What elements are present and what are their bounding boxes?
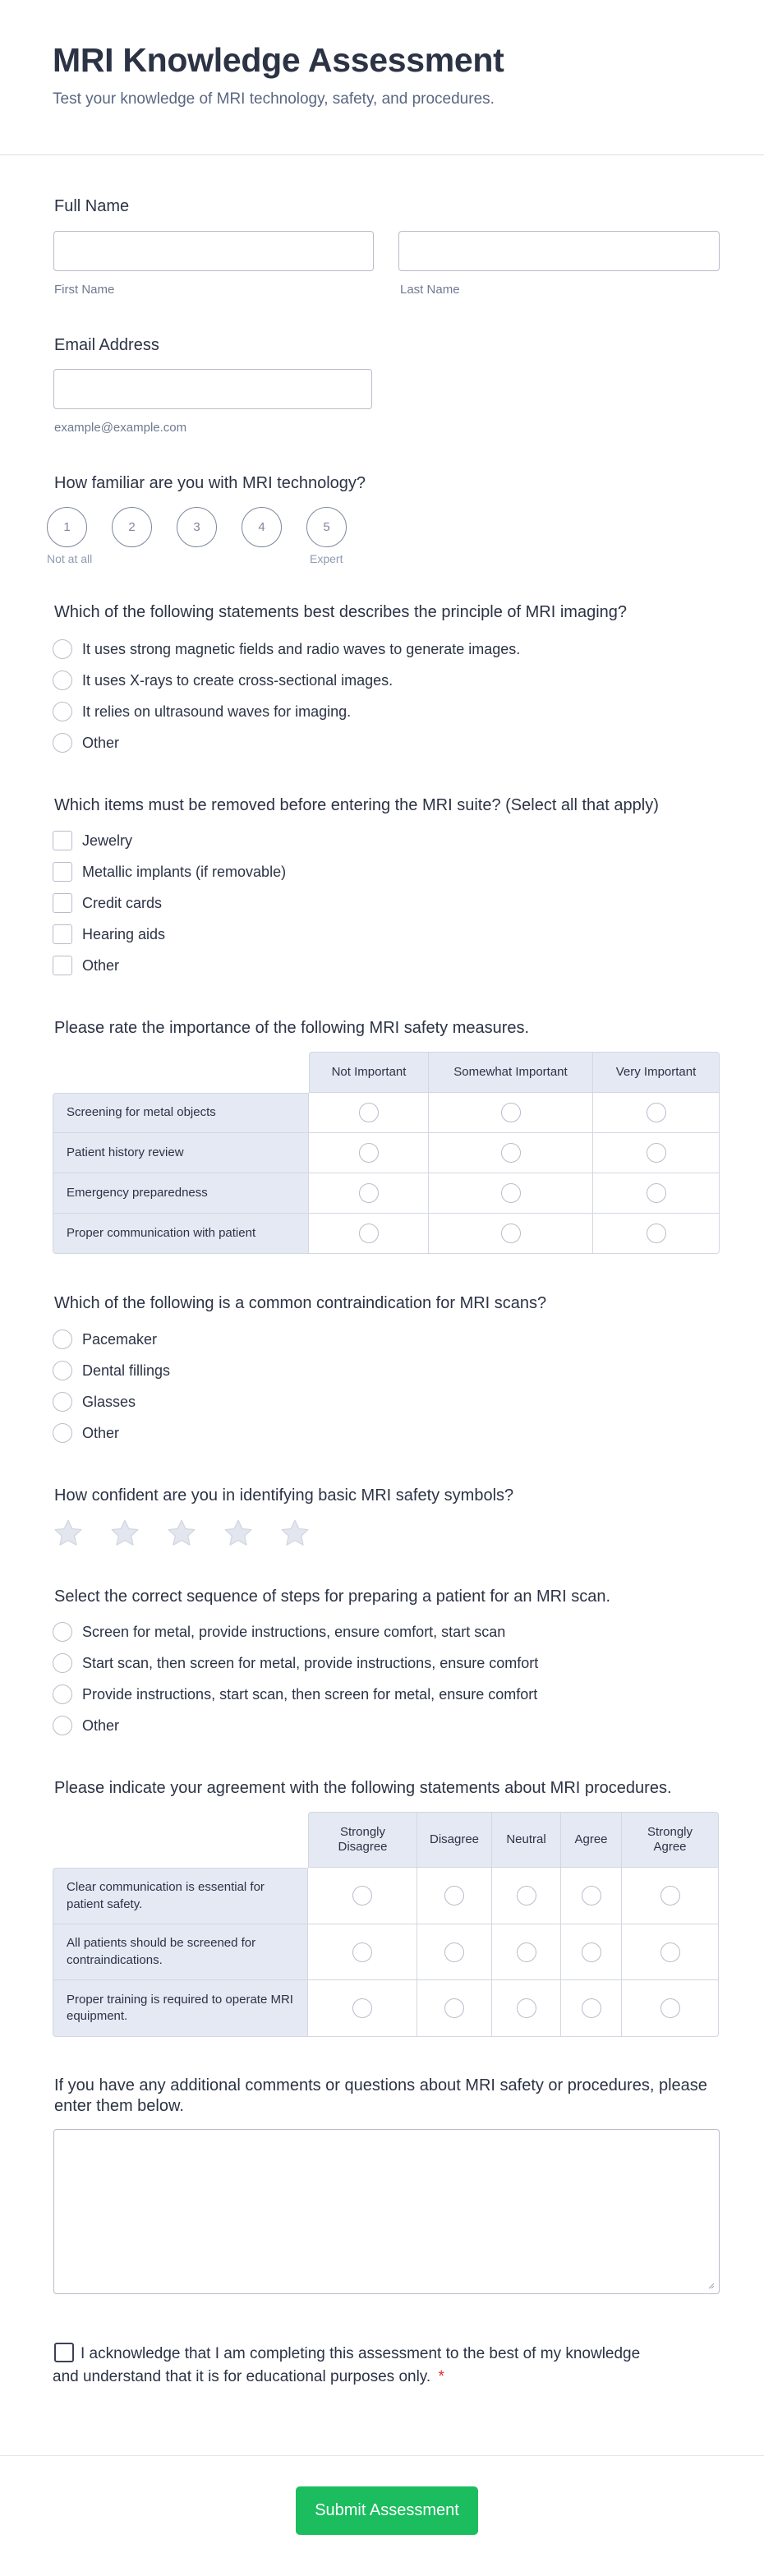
- matrix-column-header: Strongly Disagree: [308, 1812, 417, 1868]
- radio-button[interactable]: [359, 1223, 379, 1243]
- matrix-column-header: Somewhat Important: [429, 1052, 593, 1093]
- radio-button[interactable]: [53, 1423, 72, 1443]
- matrix-row-label: Patient history review: [53, 1133, 309, 1173]
- safety-matrix-question: Please rate the importance of the following MRI safety measures.: [54, 1019, 530, 1037]
- option-label: Other: [82, 1424, 120, 1441]
- scale-min-label: Not at all: [47, 552, 93, 565]
- option-label: Pacemaker: [82, 1330, 158, 1348]
- radio-button[interactable]: [517, 1942, 536, 1962]
- radio-button[interactable]: [660, 1942, 680, 1962]
- radio-button[interactable]: [582, 1886, 601, 1906]
- sequence-option[interactable]: [53, 1683, 537, 1706]
- matrix-row-label: Proper communication with patient: [53, 1214, 309, 1254]
- radio-button[interactable]: [53, 1622, 72, 1642]
- matrix-column-header: Neutral: [492, 1812, 561, 1868]
- star-icon[interactable]: [165, 1517, 198, 1550]
- option-label: Jewelry: [82, 832, 133, 849]
- matrix-cell[interactable]: [429, 1214, 593, 1254]
- required-asterisk: *: [438, 2368, 444, 2385]
- scale-option-5[interactable]: 5: [306, 507, 347, 547]
- principle-option[interactable]: [53, 638, 520, 661]
- matrix-row-label: Emergency preparedness: [53, 1173, 309, 1214]
- scale-option-2[interactable]: 2: [112, 507, 152, 547]
- option-label: Credit cards: [82, 894, 163, 911]
- radio-button[interactable]: [352, 1886, 372, 1906]
- confidence-question: How confident are you in identifying basic MRI safety symbols?: [54, 1486, 514, 1505]
- star-icon[interactable]: [108, 1517, 141, 1550]
- principle-option[interactable]: [53, 669, 393, 692]
- radio-button[interactable]: [53, 733, 72, 753]
- option-label: Other: [82, 1717, 120, 1734]
- radio-button[interactable]: [53, 670, 72, 690]
- matrix-cell[interactable]: [492, 1868, 561, 1924]
- radio-button[interactable]: [660, 1998, 680, 2018]
- sequence-option[interactable]: [53, 1652, 538, 1675]
- removal-option[interactable]: [53, 829, 132, 852]
- option-label: It relies on ultrasound waves for imaging.: [82, 703, 352, 720]
- star-icon[interactable]: [278, 1517, 311, 1550]
- matrix-cell[interactable]: [492, 1980, 561, 2037]
- matrix-cell[interactable]: [561, 1980, 622, 2037]
- radio-button[interactable]: [660, 1886, 680, 1906]
- matrix-row-label: Proper training is required to operate MRI equipment.: [53, 1980, 308, 2037]
- option-label: It uses strong magnetic fields and radio waves to generate images.: [82, 640, 521, 657]
- radio-button[interactable]: [647, 1223, 666, 1243]
- matrix-column-header: Very Important: [593, 1052, 720, 1093]
- contraindication-option[interactable]: [53, 1422, 119, 1445]
- option-label: Other: [82, 734, 120, 751]
- scale-option-3[interactable]: 3: [177, 507, 217, 547]
- radio-button[interactable]: [501, 1143, 521, 1163]
- matrix-cell[interactable]: [561, 1868, 622, 1924]
- matrix-row-label: Screening for metal objects: [53, 1093, 309, 1133]
- removal-question: Which items must be removed before entering the MRI suite? (Select all that apply): [54, 796, 659, 814]
- matrix-cell[interactable]: [417, 1924, 492, 1980]
- radio-button[interactable]: [53, 1392, 72, 1412]
- radio-button[interactable]: [359, 1183, 379, 1203]
- principle-question: Which of the following statements best describes the principle of MRI imaging?: [54, 603, 628, 621]
- star-icon[interactable]: [52, 1517, 85, 1550]
- matrix-cell[interactable]: [309, 1214, 429, 1254]
- radio-button[interactable]: [53, 1361, 72, 1380]
- matrix-cell[interactable]: [309, 1133, 429, 1173]
- submit-button[interactable]: Submit Assessment: [296, 2486, 478, 2535]
- radio-button[interactable]: [444, 1886, 464, 1906]
- radio-button[interactable]: [647, 1183, 666, 1203]
- matrix-row-label: Clear communication is essential for patient safety.: [53, 1868, 308, 1924]
- contraindication-question: Which of the following is a common contraindication for MRI scans?: [54, 1294, 547, 1312]
- sequence-option[interactable]: [53, 1620, 505, 1643]
- full-name-label: Full Name: [54, 197, 130, 215]
- radio-button[interactable]: [359, 1143, 379, 1163]
- scale-max-label: Expert: [310, 552, 343, 565]
- matrix-cell[interactable]: [593, 1133, 720, 1173]
- comments-question: If you have any additional comments or questions about MRI safety or procedures, please enter them below.: [54, 2076, 707, 2115]
- matrix-cell[interactable]: [417, 1980, 492, 2037]
- scale-option-1[interactable]: 1: [47, 507, 87, 547]
- matrix-cell[interactable]: [593, 1093, 720, 1133]
- removal-option[interactable]: [53, 892, 162, 915]
- matrix-cell[interactable]: [429, 1173, 593, 1214]
- radio-button[interactable]: [359, 1103, 379, 1122]
- comments-textarea[interactable]: [53, 2129, 720, 2294]
- radio-button[interactable]: [582, 1942, 601, 1962]
- option-label: Screen for metal, provide instructions, ensure comfort, start scan: [82, 1623, 506, 1640]
- radio-button[interactable]: [501, 1223, 521, 1243]
- option-label: Start scan, then screen for metal, provide instructions, ensure comfort: [82, 1654, 539, 1671]
- radio-button[interactable]: [647, 1143, 666, 1163]
- matrix-cell[interactable]: [492, 1924, 561, 1980]
- matrix-cell[interactable]: [593, 1173, 720, 1214]
- radio-button[interactable]: [53, 702, 72, 721]
- option-label: Metallic implants (if removable): [82, 863, 287, 880]
- matrix-cell[interactable]: [561, 1924, 622, 1980]
- principle-option[interactable]: [53, 731, 119, 754]
- matrix-cell[interactable]: [622, 1924, 719, 1980]
- resize-grip-icon[interactable]: [706, 2281, 715, 2289]
- matrix-column-header: Not Important: [309, 1052, 429, 1093]
- option-label: Provide instructions, start scan, then screen for metal, ensure comfort: [82, 1685, 538, 1703]
- header-divider: [0, 154, 764, 155]
- acknowledgement-text: I acknowledge that I am completing this assessment to the best of my knowledge and understand that it is for educational purposes only.: [53, 2345, 641, 2385]
- radio-button[interactable]: [444, 1942, 464, 1962]
- star-rating: [52, 1517, 311, 1550]
- matrix-cell[interactable]: [622, 1980, 719, 2037]
- last-name-sublabel: Last Name: [400, 283, 460, 297]
- first-name-sublabel: First Name: [54, 283, 115, 297]
- matrix-cell[interactable]: [429, 1093, 593, 1133]
- matrix-cell[interactable]: [309, 1173, 429, 1214]
- checkbox[interactable]: [53, 862, 72, 882]
- star-icon[interactable]: [222, 1517, 255, 1550]
- checkbox[interactable]: [53, 924, 72, 944]
- checkbox[interactable]: [53, 831, 72, 850]
- contraindication-option[interactable]: [53, 1328, 157, 1351]
- sequence-question: Select the correct sequence of steps for preparing a patient for an MRI scan.: [54, 1588, 611, 1606]
- option-label: Other: [82, 956, 120, 974]
- matrix-cell[interactable]: [622, 1868, 719, 1924]
- matrix-cell[interactable]: [308, 1980, 417, 2037]
- matrix-cell[interactable]: [308, 1924, 417, 1980]
- email-input[interactable]: [53, 369, 372, 409]
- sequence-option[interactable]: [53, 1714, 119, 1737]
- radio-button[interactable]: [582, 1998, 601, 2018]
- last-name-input[interactable]: [398, 231, 720, 271]
- page-title: MRI Knowledge Assessment: [53, 41, 504, 79]
- removal-option[interactable]: [53, 923, 165, 946]
- radio-button[interactable]: [53, 1329, 72, 1349]
- matrix-column-header: Agree: [561, 1812, 622, 1868]
- first-name-input[interactable]: [53, 231, 374, 271]
- option-label: Dental fillings: [82, 1362, 171, 1379]
- radio-button[interactable]: [517, 1998, 536, 2018]
- removal-option[interactable]: [53, 954, 119, 977]
- matrix-cell[interactable]: [593, 1214, 720, 1254]
- email-label: Email Address: [54, 336, 159, 354]
- matrix-cell[interactable]: [429, 1133, 593, 1173]
- footer-divider: [0, 2455, 764, 2456]
- radio-button[interactable]: [352, 1998, 372, 2018]
- matrix-column-header: Disagree: [417, 1812, 492, 1868]
- agreement-matrix-question: Please indicate your agreement with the following statements about MRI procedures.: [54, 1779, 672, 1797]
- matrix-cell[interactable]: [308, 1868, 417, 1924]
- email-sublabel: example@example.com: [54, 421, 187, 435]
- checkbox[interactable]: [53, 956, 72, 975]
- radio-button[interactable]: [53, 639, 72, 659]
- option-label: Glasses: [82, 1393, 136, 1410]
- radio-button[interactable]: [53, 1653, 72, 1673]
- radio-button[interactable]: [517, 1886, 536, 1906]
- matrix-cell[interactable]: [417, 1868, 492, 1924]
- acknowledgement: [53, 2343, 660, 2389]
- radio-button[interactable]: [53, 1684, 72, 1704]
- matrix-row-label: All patients should be screened for contraindications.: [53, 1924, 308, 1980]
- option-label: Hearing aids: [82, 925, 166, 942]
- radio-button[interactable]: [444, 1998, 464, 2018]
- radio-button[interactable]: [352, 1942, 372, 1962]
- acknowledgement-checkbox[interactable]: [54, 2343, 74, 2362]
- contraindication-option[interactable]: [53, 1390, 136, 1413]
- checkbox[interactable]: [53, 893, 72, 913]
- matrix-column-header: Strongly Agree: [622, 1812, 719, 1868]
- removal-option[interactable]: [53, 860, 286, 883]
- familiarity-question: How familiar are you with MRI technology?: [54, 474, 366, 492]
- scale-option-4[interactable]: 4: [242, 507, 282, 547]
- principle-option[interactable]: [53, 700, 351, 723]
- radio-button[interactable]: [501, 1103, 521, 1122]
- radio-button[interactable]: [647, 1103, 666, 1122]
- page-subtitle: Test your knowledge of MRI technology, safety, and procedures.: [53, 90, 495, 108]
- radio-button[interactable]: [501, 1183, 521, 1203]
- contraindication-option[interactable]: [53, 1359, 170, 1382]
- option-label: It uses X-rays to create cross-sectional images.: [82, 671, 394, 689]
- radio-button[interactable]: [53, 1716, 72, 1735]
- matrix-cell[interactable]: [309, 1093, 429, 1133]
